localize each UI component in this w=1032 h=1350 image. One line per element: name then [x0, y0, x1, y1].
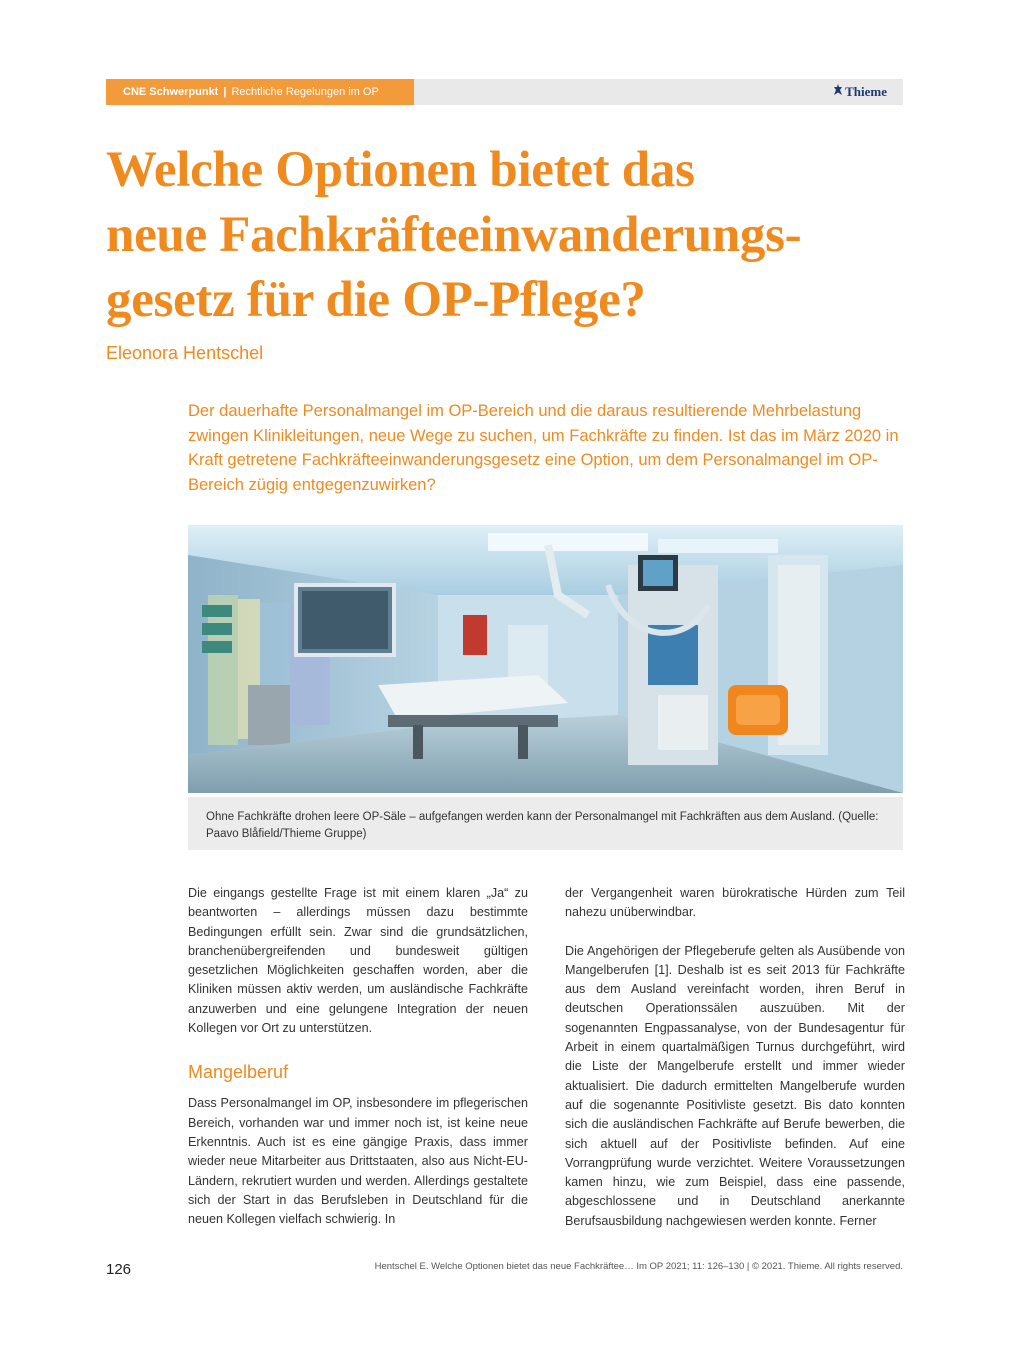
body-paragraph: Die Angehörigen der Pflegeberufe gelten als Ausübende von Mangelberufen [1]. Deshalb ist es seit 2013 für Fachkräfte aus dem Ausland vereinfacht worden, ihren Beruf in deutschen Operationssälen auszuüben. Mit der sogenannten Engpassanalyse, von der Bundesagentur für Arbeit in einem quartalmäßigen Turnus durchgeführt, wird die Liste der Mangelberufe erstellt und immer wieder aktualisiert. Die dadurch ermittelten Mangelberufe wurden auf die sogenannte Positivliste gesetzt. Bis dato konnten sich die ausländischen Fachkräfte auf Berufe bewerben, die sich aktuell auf der Positivliste befinden. Auf eine Vorrangprüfung wurde verzichtet. Weitere Voraussetzungen kamen hinzu, wie zum Beispiel, dass eine passende, abgeschlossene und in Deutschland anerkannte Berufsausbildung nachgewiesen werden konnte. Ferner — [565, 943, 905, 1228]
article-author: Eleonora Hentschel — [106, 343, 264, 363]
operating-room-illustration — [188, 525, 903, 793]
body-paragraph: der Vergangenheit waren bürokratische Hürden zum Teil nahezu unüberwindbar. — [565, 886, 905, 920]
article-lead: Der dauerhafte Personalmangel im OP-Bereich und die daraus resultierende Mehrbelastung zwingen Klinikleitungen, neue Wege zu suchen, um Fachkräfte zu finden. Ist das im März 2020 in Kraft getretene Fachkräfteeinwanderungsgesetz eine Option, um dem Personalmangel im OP-Bereich zügig entgegenzuwirken? — [188, 402, 899, 494]
page-number: 126 — [106, 1261, 132, 1278]
section-heading: Mangelberuf — [188, 1062, 289, 1083]
section-label — [106, 79, 414, 105]
section-topic: Rechtliche Regelungen im OP — [231, 86, 379, 98]
text-column-left — [188, 884, 528, 1229]
article-title — [106, 138, 926, 333]
footer-citation: Hentschel E. Welche Optionen bietet das neue Fachkräftee… Im OP 2021; 11: 126–130 | © 2021. Thieme. All rights reserved. — [374, 1261, 903, 1272]
text-column-right — [565, 884, 905, 1231]
title-line: Welche Optionen bietet das — [106, 142, 695, 198]
section-header-bar — [106, 79, 903, 105]
title-line: neue Fachkräfteeinwanderungs- — [106, 207, 802, 263]
publisher-logo — [833, 79, 887, 105]
thieme-logo-icon — [833, 79, 843, 105]
body-paragraph: Die eingangs gestellte Frage ist mit einem klaren „Ja“ zu beantworten – allerdings müssen dazu bestimmte Bedingungen erfüllt sein. Zwar sind die grundsätzlichen, branchenübergreifenden und bundesweit gültigen gesetzlichen Möglichkeiten geschaffen worden, aber die Kliniken müssen aktiv werden, um ausländische Fachkräfte anzuwerben und eine gelungene Integration der neuen Kollegen vor Ort zu unterstützen. — [188, 886, 528, 1036]
section-separator: | — [223, 86, 227, 98]
photo-caption: Ohne Fachkräfte drohen leere OP-Säle – aufgefangen werden kann der Personalmangel mit Fachkräften aus dem Ausland. (Quelle: Paavo Blåfield/Thieme Gruppe) — [188, 797, 903, 850]
operating-room-photo — [188, 525, 903, 793]
section-name: CNE Schwerpunkt — [123, 86, 219, 98]
publisher-name: Thieme — [845, 84, 887, 99]
body-paragraph: Dass Personalmangel im OP, insbesondere im pflegerischen Bereich, vorhanden war und immer noch ist, ist keine neue Erkenntnis. Auch ist es eine gängige Praxis, dass immer wieder neue Mitarbeiter aus Drittstaaten, also aus Nicht-EU-Ländern, rekrutiert wurden und werden. Allerdings gestaltete sich der Start in das Berufsleben in Deutschland für die neuen Kollegen vielfach schwierig. In — [188, 1096, 528, 1227]
title-line: gesetz für die OP-Pflege? — [106, 272, 646, 328]
paragraph-gap — [565, 923, 905, 942]
